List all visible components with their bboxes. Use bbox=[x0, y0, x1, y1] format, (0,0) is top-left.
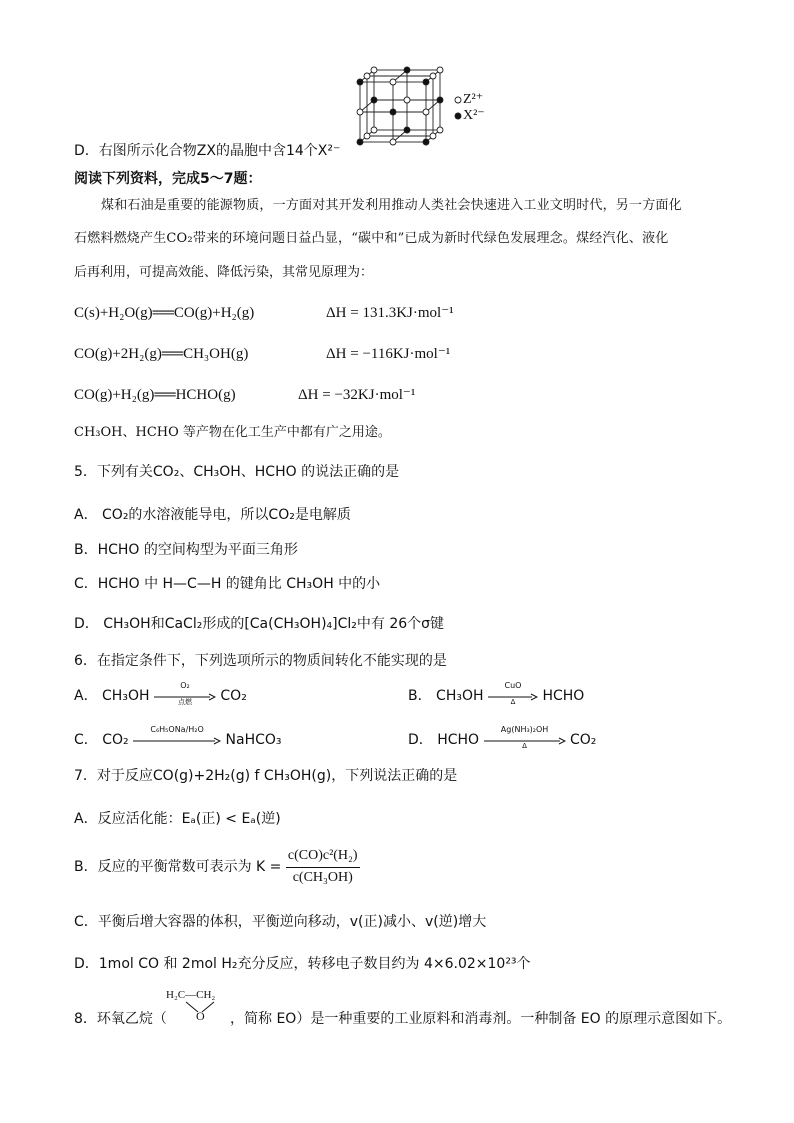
q6-b-condition-bottom: Δ bbox=[510, 698, 516, 706]
q5-option-d: D． CH₃OH和CaCl₂形成的[Ca(CH₃OH)₄]Cl₂中有 26个σ键 bbox=[74, 616, 445, 632]
legend-z-label: Z²⁺ bbox=[463, 92, 484, 107]
epoxide-oxygen: O bbox=[196, 1009, 205, 1023]
q6-b-reactant: B． CH₃OH bbox=[408, 688, 484, 704]
enthalpy-3: ΔH = −32KJ·mol⁻¹ bbox=[298, 387, 416, 403]
equation-1: C(s)+H₂O(g)══CO(g)+H₂(g) bbox=[74, 305, 255, 321]
passage-line-2: 石燃料燃烧产生CO₂带来的环境问题日益凸显，“碳中和”已成为新时代绿色发展理念。煤经汽化、液化 bbox=[74, 231, 669, 246]
q6-d-condition-bottom: Δ bbox=[522, 742, 527, 750]
q6-c-reactant: C． CO₂ bbox=[74, 732, 129, 748]
q5-option-b: B．HCHO 的空间构型为平面三角形 bbox=[74, 542, 298, 558]
q6-d-product: CO₂ bbox=[570, 732, 597, 748]
enthalpy-1: ΔH = 131.3KJ·mol⁻¹ bbox=[326, 305, 454, 321]
q7-option-d: D．1mol CO 和 2mol H₂充分反应，转移电子数目约为 4×6.02×10²³个 bbox=[74, 956, 531, 972]
q5-option-a: A． CO₂的水溶液能导电，所以CO₂是电解质 bbox=[74, 507, 351, 523]
passage-line-4: CH₃OH、HCHO 等产物在化工生产中都有广之用途。 bbox=[74, 425, 391, 440]
q6-option-c bbox=[74, 725, 282, 750]
passage-line-3: 后再利用，可提高效能、降低污染，其常见原理为： bbox=[74, 265, 374, 280]
q7-option-a: A．反应活化能：Eₐ(正) < Eₐ(逆) bbox=[74, 811, 281, 827]
fraction-numerator: c(CO)c²(H₂) bbox=[286, 848, 360, 868]
q5-option-c: C．HCHO 中 H—C—H 的键角比 CH₃OH 中的小 bbox=[74, 576, 381, 592]
q6-a-arrow bbox=[154, 681, 216, 706]
q7-stem: 7．对于反应CO(g)+2H₂(g) f CH₃OH(g)，下列说法正确的是 bbox=[74, 768, 458, 784]
q6-a-condition-top: O₂ bbox=[180, 681, 190, 690]
q6-d-condition-top: Ag(NH₃)₂OH bbox=[500, 725, 549, 734]
q4-option-d: D．右图所示化合物ZX的晶胞中含14个X²⁻ bbox=[74, 143, 341, 159]
q5-stem: 5．下列有关CO₂、CH₃OH、HCHO 的说法正确的是 bbox=[74, 464, 400, 480]
q7-option-c: C．平衡后增大容器的体积，平衡逆向移动，v(正)减小、v(逆)增大 bbox=[74, 914, 487, 930]
equilibrium-constant-fraction bbox=[286, 848, 360, 887]
q7-option-b bbox=[74, 848, 360, 887]
q6-b-product: HCHO bbox=[542, 688, 585, 704]
q6-b-arrow bbox=[488, 681, 538, 706]
q6-a-product: CO₂ bbox=[220, 688, 247, 704]
equation-3: CO(g)+H₂(g)══HCHO(g) bbox=[74, 387, 236, 403]
q6-d-reactant: D． HCHO bbox=[408, 732, 480, 748]
q6-c-arrow bbox=[133, 725, 221, 750]
q6-option-d bbox=[408, 725, 597, 750]
legend-x-label: X²⁻ bbox=[463, 108, 485, 123]
equation-2: CO(g)+2H₂(g)══CH₃OH(g) bbox=[74, 346, 249, 362]
passage-line-1: 煤和石油是重要的能源物质，一方面对其开发利用推动人类社会快速进入工业文明时代，另一方面化 bbox=[101, 198, 682, 213]
q6-c-product: NaHCO₃ bbox=[225, 732, 282, 748]
q6-c-condition-top: C₆H₅ONa/H₂O bbox=[150, 725, 204, 734]
q6-d-arrow bbox=[484, 725, 566, 750]
q6-option-a bbox=[74, 681, 247, 706]
fraction-denominator: c(CH₃OH) bbox=[292, 869, 353, 885]
q6-b-condition-top: CuO bbox=[504, 681, 522, 690]
right-arrow-icon bbox=[133, 737, 221, 745]
reading-heading: 阅读下列资料，完成5～7题： bbox=[74, 171, 262, 187]
q8-suffix: ，简称 EO）是一种重要的工业原料和消毒剂。一种制备 EO 的原理示意图如下。 bbox=[230, 1011, 732, 1027]
enthalpy-2: ΔH = −116KJ·mol⁻¹ bbox=[326, 346, 451, 362]
q7-b-prefix: B．反应的平衡常数可表示为 K = bbox=[74, 858, 282, 875]
epoxide-molecule bbox=[166, 990, 230, 1026]
q6-a-condition-bottom: 点燃 bbox=[177, 698, 192, 706]
q6-option-b bbox=[408, 681, 585, 706]
q6-stem: 6．在指定条件下，下列选项所示的物质间转化不能实现的是 bbox=[74, 653, 447, 669]
epoxide-carbons: H₂C—CH₂ bbox=[166, 989, 216, 1001]
q6-a-reactant: A． CH₃OH bbox=[74, 688, 150, 704]
q8-prefix: 8．环氧乙烷（ bbox=[74, 1011, 167, 1027]
